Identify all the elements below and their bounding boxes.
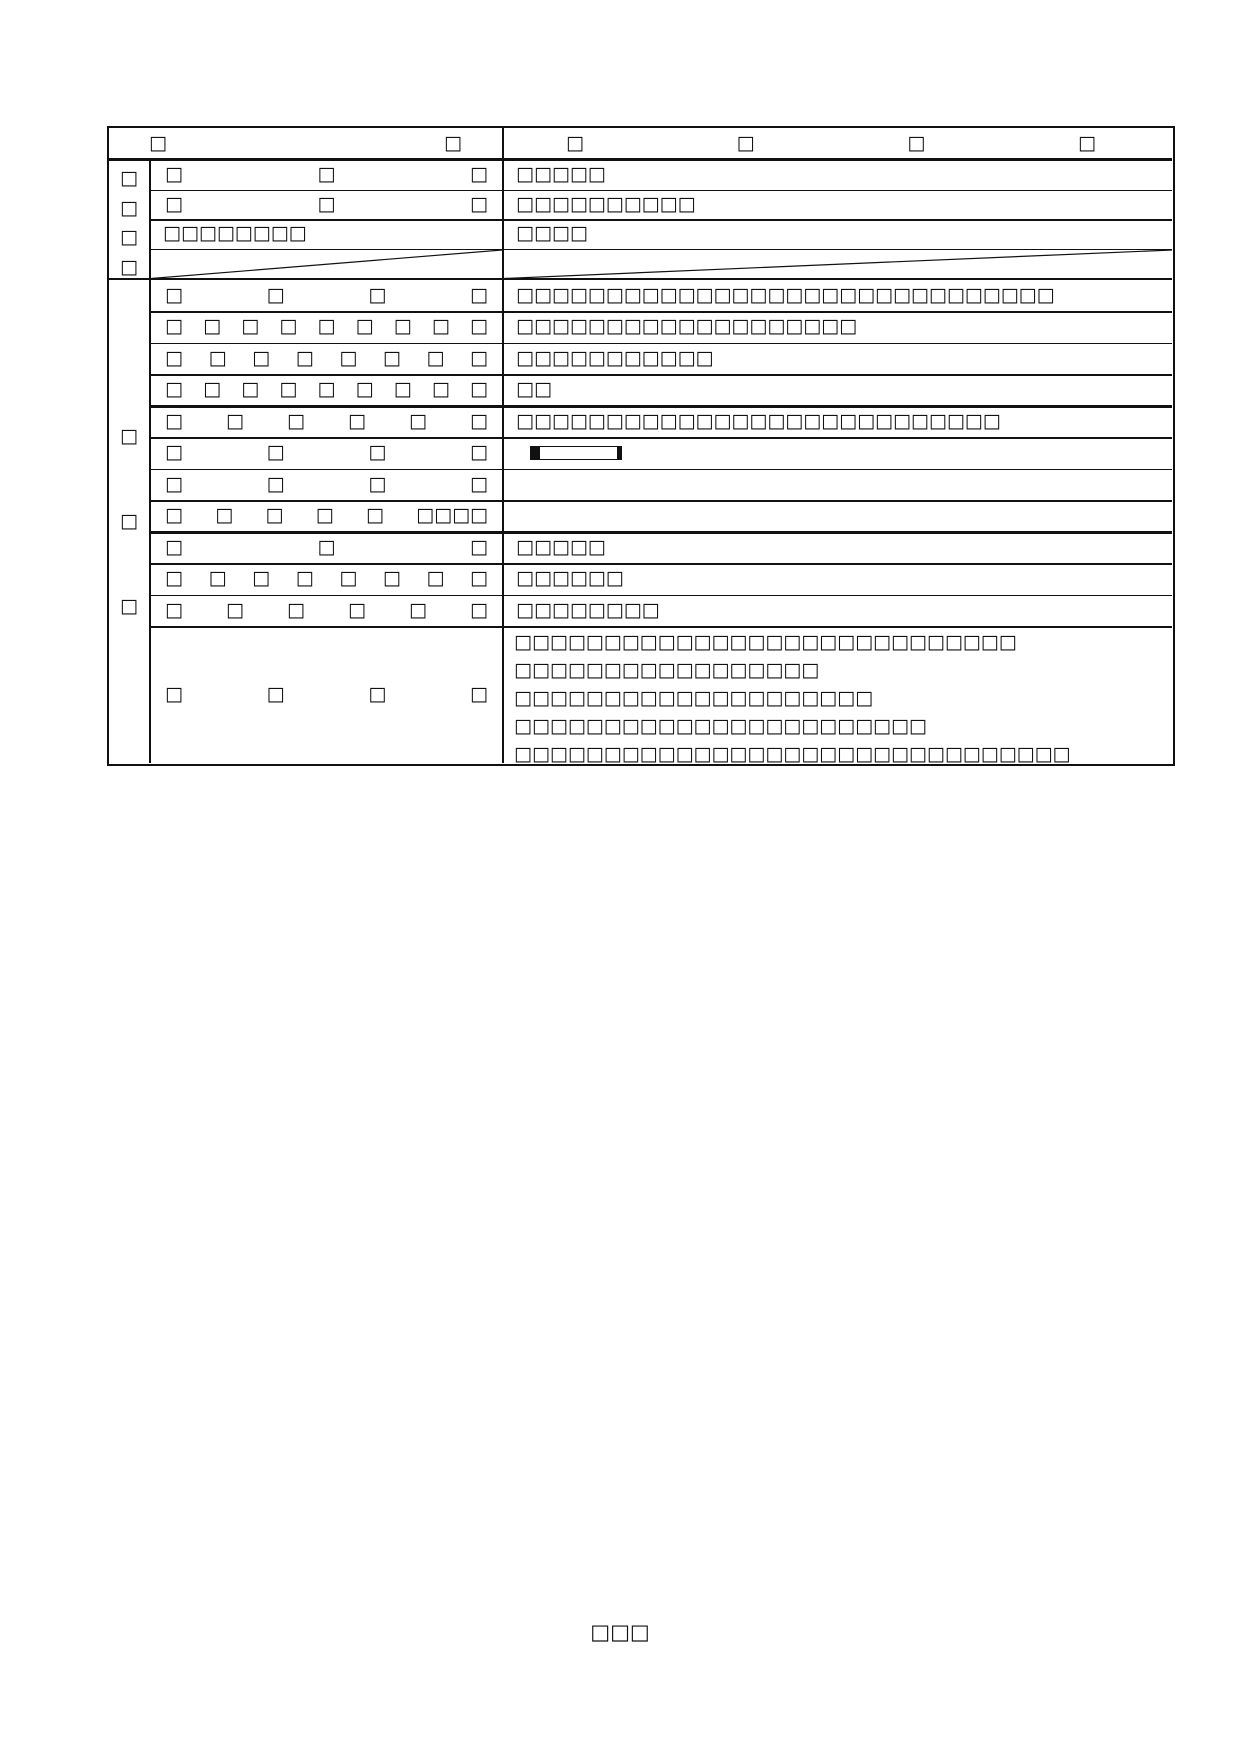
header-right-glyph: □ [907,131,926,154]
group-b-row-value: □□ [516,378,552,401]
group-b-label-glyph: □ [339,567,358,590]
group-b-row-value [504,437,1172,469]
group-b-row-label [151,280,502,312]
group-column-divider [149,160,151,763]
group-b-row-value: □□□□□□□□□□□□□□□□□□□□□□□□□□□ [516,409,1001,432]
group-b-label-glyph: □ [470,346,488,369]
group-b-label-glyph: □ [355,378,374,401]
group-b-label-glyph: □ [470,598,488,621]
page-number: □□□ [590,1620,650,1644]
group-a-label [109,160,149,286]
notes-line: □□□□□□□□□□□□□□□□□□□□ [514,687,874,709]
group-b-label-glyph: □ [315,504,334,527]
group-b-label-glyph: □ [252,567,271,590]
group-b-label-glyph: □ [317,535,336,558]
group-b-label-glyph: □ [165,598,183,621]
progress-fill [535,447,540,459]
group-a-row-value: □□□□□□□□□□ [516,192,696,215]
notes-text [514,628,1170,768]
group-b-row-label [151,563,502,595]
group-a-side-glyph: □ [120,255,138,278]
group-b-label-glyph: □ [317,378,336,401]
group-b-label-glyph: □ [409,598,427,621]
group-b-label-glyph: □ [431,315,450,338]
group-b-label-glyph: □ [295,567,314,590]
group-b-label-glyph: □ [426,346,445,369]
group-b-label-glyph: □ [165,315,183,338]
group-b-row-value: □□□□□□ [516,567,624,590]
group-b-row-label [151,595,502,627]
group-b-label-glyph: □ [470,441,488,464]
group-a-row-label [151,219,502,249]
group-b-label-glyph: □ [165,441,183,464]
group-b-label-glyph: □ [203,315,222,338]
header-right [502,128,1172,158]
group-a-label-glyph: □ [165,163,183,186]
group-b-row-label [151,406,502,438]
notes-label [151,626,502,763]
blank-cell-slash [504,250,1172,279]
group-b-row-value: □□□□□□□□□□□□□□□□□□□□□□□□□□□□□□ [516,283,1055,306]
notes-label-glyph: □ [165,683,183,705]
group-b-label-glyph: □ [355,315,374,338]
form-table [107,126,1175,766]
header-left [109,128,502,158]
group-b-label-glyph: □ [470,472,488,495]
group-b-label-glyph: □ [287,409,305,432]
section-divider [149,405,1172,408]
group-b-label-glyph: □ [382,346,401,369]
section-divider [149,531,1172,534]
group-b-label-glyph: □ [393,315,412,338]
group-b-side-glyph: □ [120,594,138,617]
group-b-label-glyph: □ [241,315,260,338]
group-b-label-glyph: □ [165,409,183,432]
group-b-label-glyph: □ [348,598,366,621]
group-b-label-glyph: □ [252,346,271,369]
group-a-label-glyph: □ [470,192,488,215]
group-a-row-value: □□□□ [516,222,588,245]
notes-line: □□□□□□□□□□□□□□□□□ [514,659,820,681]
group-b-label-glyph: □ [226,409,244,432]
group-b-row-value: □□□□□ [516,535,606,558]
group-b-label-glyph: □□□□ [416,504,488,527]
group-b-label-glyph: □ [266,283,285,306]
group-b-label-glyph: □ [165,504,183,527]
group-b-row-label [151,311,502,343]
group-b-row-value [504,469,1172,501]
group-b-label-glyph: □ [470,567,488,590]
group-b-label-glyph: □ [470,283,488,306]
header-left-glyph: □ [444,131,462,154]
group-a-label-glyph: □ [165,192,183,215]
group-a-row-label [151,160,502,190]
group-b-label-glyph: □ [470,378,488,401]
group-b-label-glyph: □ [365,504,384,527]
group-b-row-value: □□□□□□□□□□□□□□□□□□□ [516,315,858,338]
header-right-glyph: □ [566,131,584,154]
group-b-label-glyph: □ [339,346,358,369]
group-b-label-glyph: □ [208,346,227,369]
group-b-row-label [151,500,502,532]
group-b-row-value: □□□□□□□□□□□ [516,346,714,369]
group-b-row-value: □□□□□□□□ [516,598,660,621]
header-right-glyph: □ [1078,131,1096,154]
group-a-label-glyph: □□□□□□□□ [163,222,307,245]
notes-line: □□□□□□□□□□□□□□□□□□□□□□□ [514,715,927,737]
group-b-label-glyph: □ [295,346,314,369]
group-b-label-glyph: □ [368,441,387,464]
notes-line: □□□□□□□□□□□□□□□□□□□□□□□□□□□□ [514,631,1017,653]
notes-line: □□□□□□□□□□□□□□□□□□□□□□□□□□□□□□□ [514,743,1071,765]
group-a-row-value: □□□□□ [516,163,606,186]
group-b-label-glyph: □ [241,378,260,401]
group-b-row-label [151,469,502,501]
group-b-label-glyph: □ [279,315,298,338]
group-b-label-glyph: □ [165,378,183,401]
group-b-label-glyph: □ [431,378,450,401]
group-b-label-glyph: □ [215,504,234,527]
group-b-row-label [151,374,502,406]
group-b-label-glyph: □ [266,472,285,495]
notes-label-glyph: □ [266,683,285,705]
group-b-label-glyph: □ [165,283,183,306]
group-a-side-glyph: □ [120,226,138,249]
group-b-label [109,280,149,764]
group-b-row-label [151,343,502,375]
group-a-label-glyph: □ [470,163,488,186]
group-b-row-label [151,437,502,469]
group-b-label-glyph: □ [208,567,227,590]
group-b-label-glyph: □ [165,346,183,369]
group-a-side-glyph: □ [120,167,138,190]
progress-bar [530,446,622,460]
group-b-side-glyph: □ [120,509,138,532]
group-b-label-glyph: □ [279,378,298,401]
group-b-label-glyph: □ [470,535,488,558]
group-b-label-glyph: □ [470,409,488,432]
group-b-label-glyph: □ [266,441,285,464]
header-left-glyph: □ [149,131,167,154]
value-column-divider [502,128,504,763]
notes-label-glyph: □ [470,683,488,705]
group-b-label-glyph: □ [165,567,183,590]
group-b-row-value [504,500,1172,532]
group-b-label-glyph: □ [226,598,244,621]
group-b-label-glyph: □ [393,378,412,401]
section-divider [149,437,1172,440]
group-b-label-glyph: □ [426,567,445,590]
group-a-side-glyph: □ [120,196,138,219]
group-b-label-glyph: □ [368,472,387,495]
header-right-glyph: □ [736,131,755,154]
group-b-row-label [151,532,502,564]
group-b-label-glyph: □ [470,315,488,338]
group-b-side-glyph: □ [120,424,138,447]
group-a-label-glyph: □ [317,192,336,215]
group-b-label-glyph: □ [287,598,305,621]
notes-label-glyph: □ [368,683,387,705]
group-b-label-glyph: □ [382,567,401,590]
group-b-label-glyph: □ [368,283,387,306]
group-b-label-glyph: □ [409,409,427,432]
group-b-label-glyph: □ [165,472,183,495]
group-a-label-glyph: □ [317,163,336,186]
group-b-label-glyph: □ [165,535,183,558]
blank-cell-slash [151,250,502,279]
group-b-label-glyph: □ [203,378,222,401]
group-b-label-glyph: □ [348,409,366,432]
group-b-label-glyph: □ [317,315,336,338]
group-b-label-glyph: □ [265,504,284,527]
group-a-row-label [151,190,502,220]
section-divider [149,311,1172,314]
